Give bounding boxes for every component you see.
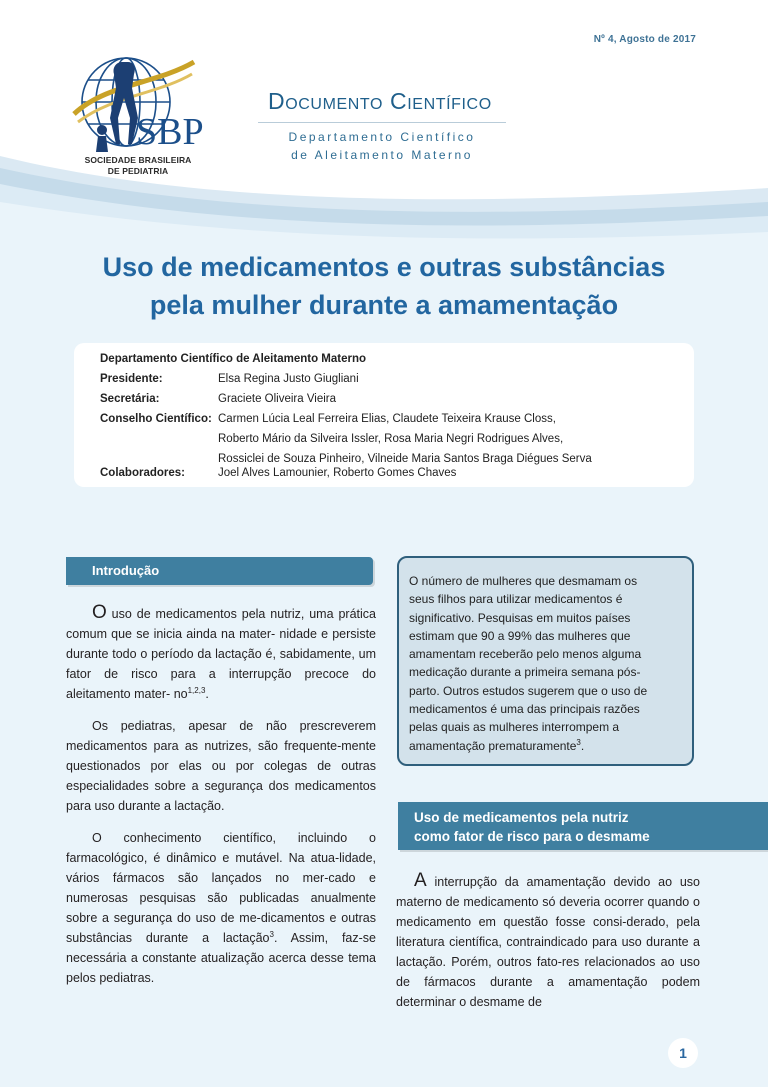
heading-line-1: Uso de medicamentos pela nutriz: [414, 810, 629, 825]
drop-cap: O: [92, 602, 107, 623]
credits-label: Colaboradores:: [100, 467, 185, 479]
text-line: outras especialidades sobre a segurança dos: [66, 759, 376, 793]
article-title-line-2: pela mulher durante a amamentação: [149, 290, 619, 320]
logo-line-1: SOCIEDADE BRASILEIRA: [84, 155, 192, 165]
text-line: seus filhos para utilizar medicamentos é: [409, 592, 623, 607]
text-line: para uso durante a lactação. Porém, outros fato-: [396, 935, 700, 969]
credits-value-line: Elsa Regina Justo Giugliani: [218, 373, 359, 385]
text-line: lidade, vários fármacos são lançados no mer-: [66, 851, 376, 885]
section-header-introduction: [66, 557, 373, 585]
text-fragment: .: [580, 738, 585, 753]
credits-label: Presidente:: [100, 373, 163, 385]
credits-value: [218, 463, 688, 483]
text-line: nidade e persiste durante todo o período da: [66, 627, 377, 661]
issue-label: Nº 4, Agosto de 2017: [593, 34, 696, 45]
text-line: .: [205, 687, 209, 701]
credits-value-line: Graciete Oliveira Vieira: [218, 393, 337, 405]
heading-line-2: como fator de risco para o desmame: [414, 829, 650, 844]
text-line: dicamentos e outras substâncias durante a: [66, 911, 377, 945]
logo-acronym: SBP: [136, 111, 204, 153]
text-line: significativo. Pesquisas em muitos países: [409, 610, 631, 625]
credits-value: [218, 409, 688, 469]
credits-label: Secretária:: [100, 393, 160, 405]
text-line: a interrupção precoce do aleitamento mater-: [66, 667, 376, 701]
title-divider: [258, 122, 506, 123]
paragraph: [396, 872, 700, 1012]
department-line-1: Departamento Científico: [288, 130, 476, 144]
paragraph: [66, 604, 376, 704]
text-line: amamentam receberão pelo menos alguma: [409, 647, 642, 662]
credits-label: Conselho Científico:: [100, 413, 212, 425]
text-line: Os pediatras, apesar de não prescreverem: [92, 719, 376, 733]
credits-value: [218, 389, 688, 409]
text-line: lactação é, sabidamente, um fator de risco para: [66, 647, 376, 681]
text-line: . Assim, faz-se necessária a constante: [66, 931, 376, 965]
text-line: medicação durante a primeira semana pós-: [409, 665, 641, 680]
credits-value-line: Carmen Lúcia Leal Ferreira Elias, Claudete Teixeira Krause Closs,: [218, 413, 556, 425]
citation: 3: [576, 737, 581, 747]
text-line: parto. Outros estudos sugerem que o uso de: [409, 683, 648, 698]
credits-department: Departamento Científico de Aleitamento Materno: [100, 353, 367, 365]
section-heading: Introdução: [92, 563, 160, 578]
text-line: amamentação podem determinar o desmame de: [396, 975, 700, 1009]
text-line: O conhecimento científico, incluindo o: [92, 831, 376, 845]
department-name: [258, 128, 506, 164]
text-fragment: amamentação prematuramente: [409, 738, 577, 753]
text-line: interrupção da amamentação devido ao: [426, 875, 673, 889]
text-line: no: [173, 687, 188, 701]
text-line: uso materno de medicamento só deveria ocorrer: [396, 875, 700, 909]
text-line-last: [409, 737, 685, 755]
drop-cap: A: [414, 870, 427, 891]
text-line: mente questionados por elas ou por colegas de: [66, 739, 376, 773]
text-line: estimam que 90 a 99% das mulheres que: [409, 628, 631, 643]
text-line: pelas quais as mulheres interrompem a: [409, 720, 620, 735]
paragraph: [66, 716, 376, 816]
text-line: lactação: [222, 931, 270, 945]
article-title: [40, 248, 728, 324]
paragraph: [66, 828, 376, 988]
text-line: medicamentos é uma das principais razões: [409, 702, 640, 717]
section-heading: [414, 808, 650, 846]
text-line: atualização acerca desse tema pelos pediatras.: [66, 951, 376, 985]
text-line: farmacológico, é dinâmico e mutável. Na atua-: [66, 851, 340, 865]
text-line: anualmente sobre a segurança do uso de me-: [66, 891, 376, 925]
text-line: res relacionados ao uso de fármacos durante a: [396, 955, 700, 989]
department-line-2: de Aleitamento Materno: [291, 148, 473, 162]
credits-value-line: Roberto Mário da Silveira Issler, Rosa Maria Negri Rodrigues Alves,: [218, 433, 564, 445]
credits-value-line: Rossiclei de Souza Pinheiro, Vilneide Maria Santos Braga Diégues Serva: [218, 453, 592, 465]
article-title-line-1: Uso de medicamentos e outras substâncias: [102, 252, 666, 282]
text-line: cado e numerosas pesquisas são publicadas: [66, 871, 376, 905]
risk-factor-column: [396, 872, 700, 1024]
text-line: medicamentos para uso durante a lactação.: [66, 779, 376, 813]
callout-box: [397, 556, 694, 766]
logo-line-2: DE PEDIATRIA: [107, 166, 169, 176]
page-number: 1: [668, 1038, 698, 1068]
callout-text: [409, 572, 685, 755]
introduction-column: [66, 604, 376, 1000]
credits-value: [218, 369, 688, 389]
credits-value-line: Joel Alves Lamounier, Roberto Gomes Chaves: [218, 467, 457, 479]
text-line: derado, pela literatura científica, contraindicado: [396, 915, 700, 949]
section-header-risk-factor: [398, 802, 768, 850]
text-line: O número de mulheres que desmamam os: [409, 574, 638, 588]
text-line: prática comum que se inicia ainda na mater-: [66, 607, 376, 641]
logo-subtitle: [78, 155, 198, 177]
text-line: uso de medicamentos pela nutriz, uma: [106, 607, 334, 621]
text-line: medicamentos para as nutrizes, são frequente-: [66, 739, 342, 753]
text-line: quando o medicamento em questão fosse consi-: [396, 895, 700, 929]
citation: 1,2,3: [187, 685, 206, 695]
credits-box: [74, 343, 694, 487]
citation: 3: [269, 929, 274, 939]
document-type-title: Documento Científico: [268, 88, 492, 114]
